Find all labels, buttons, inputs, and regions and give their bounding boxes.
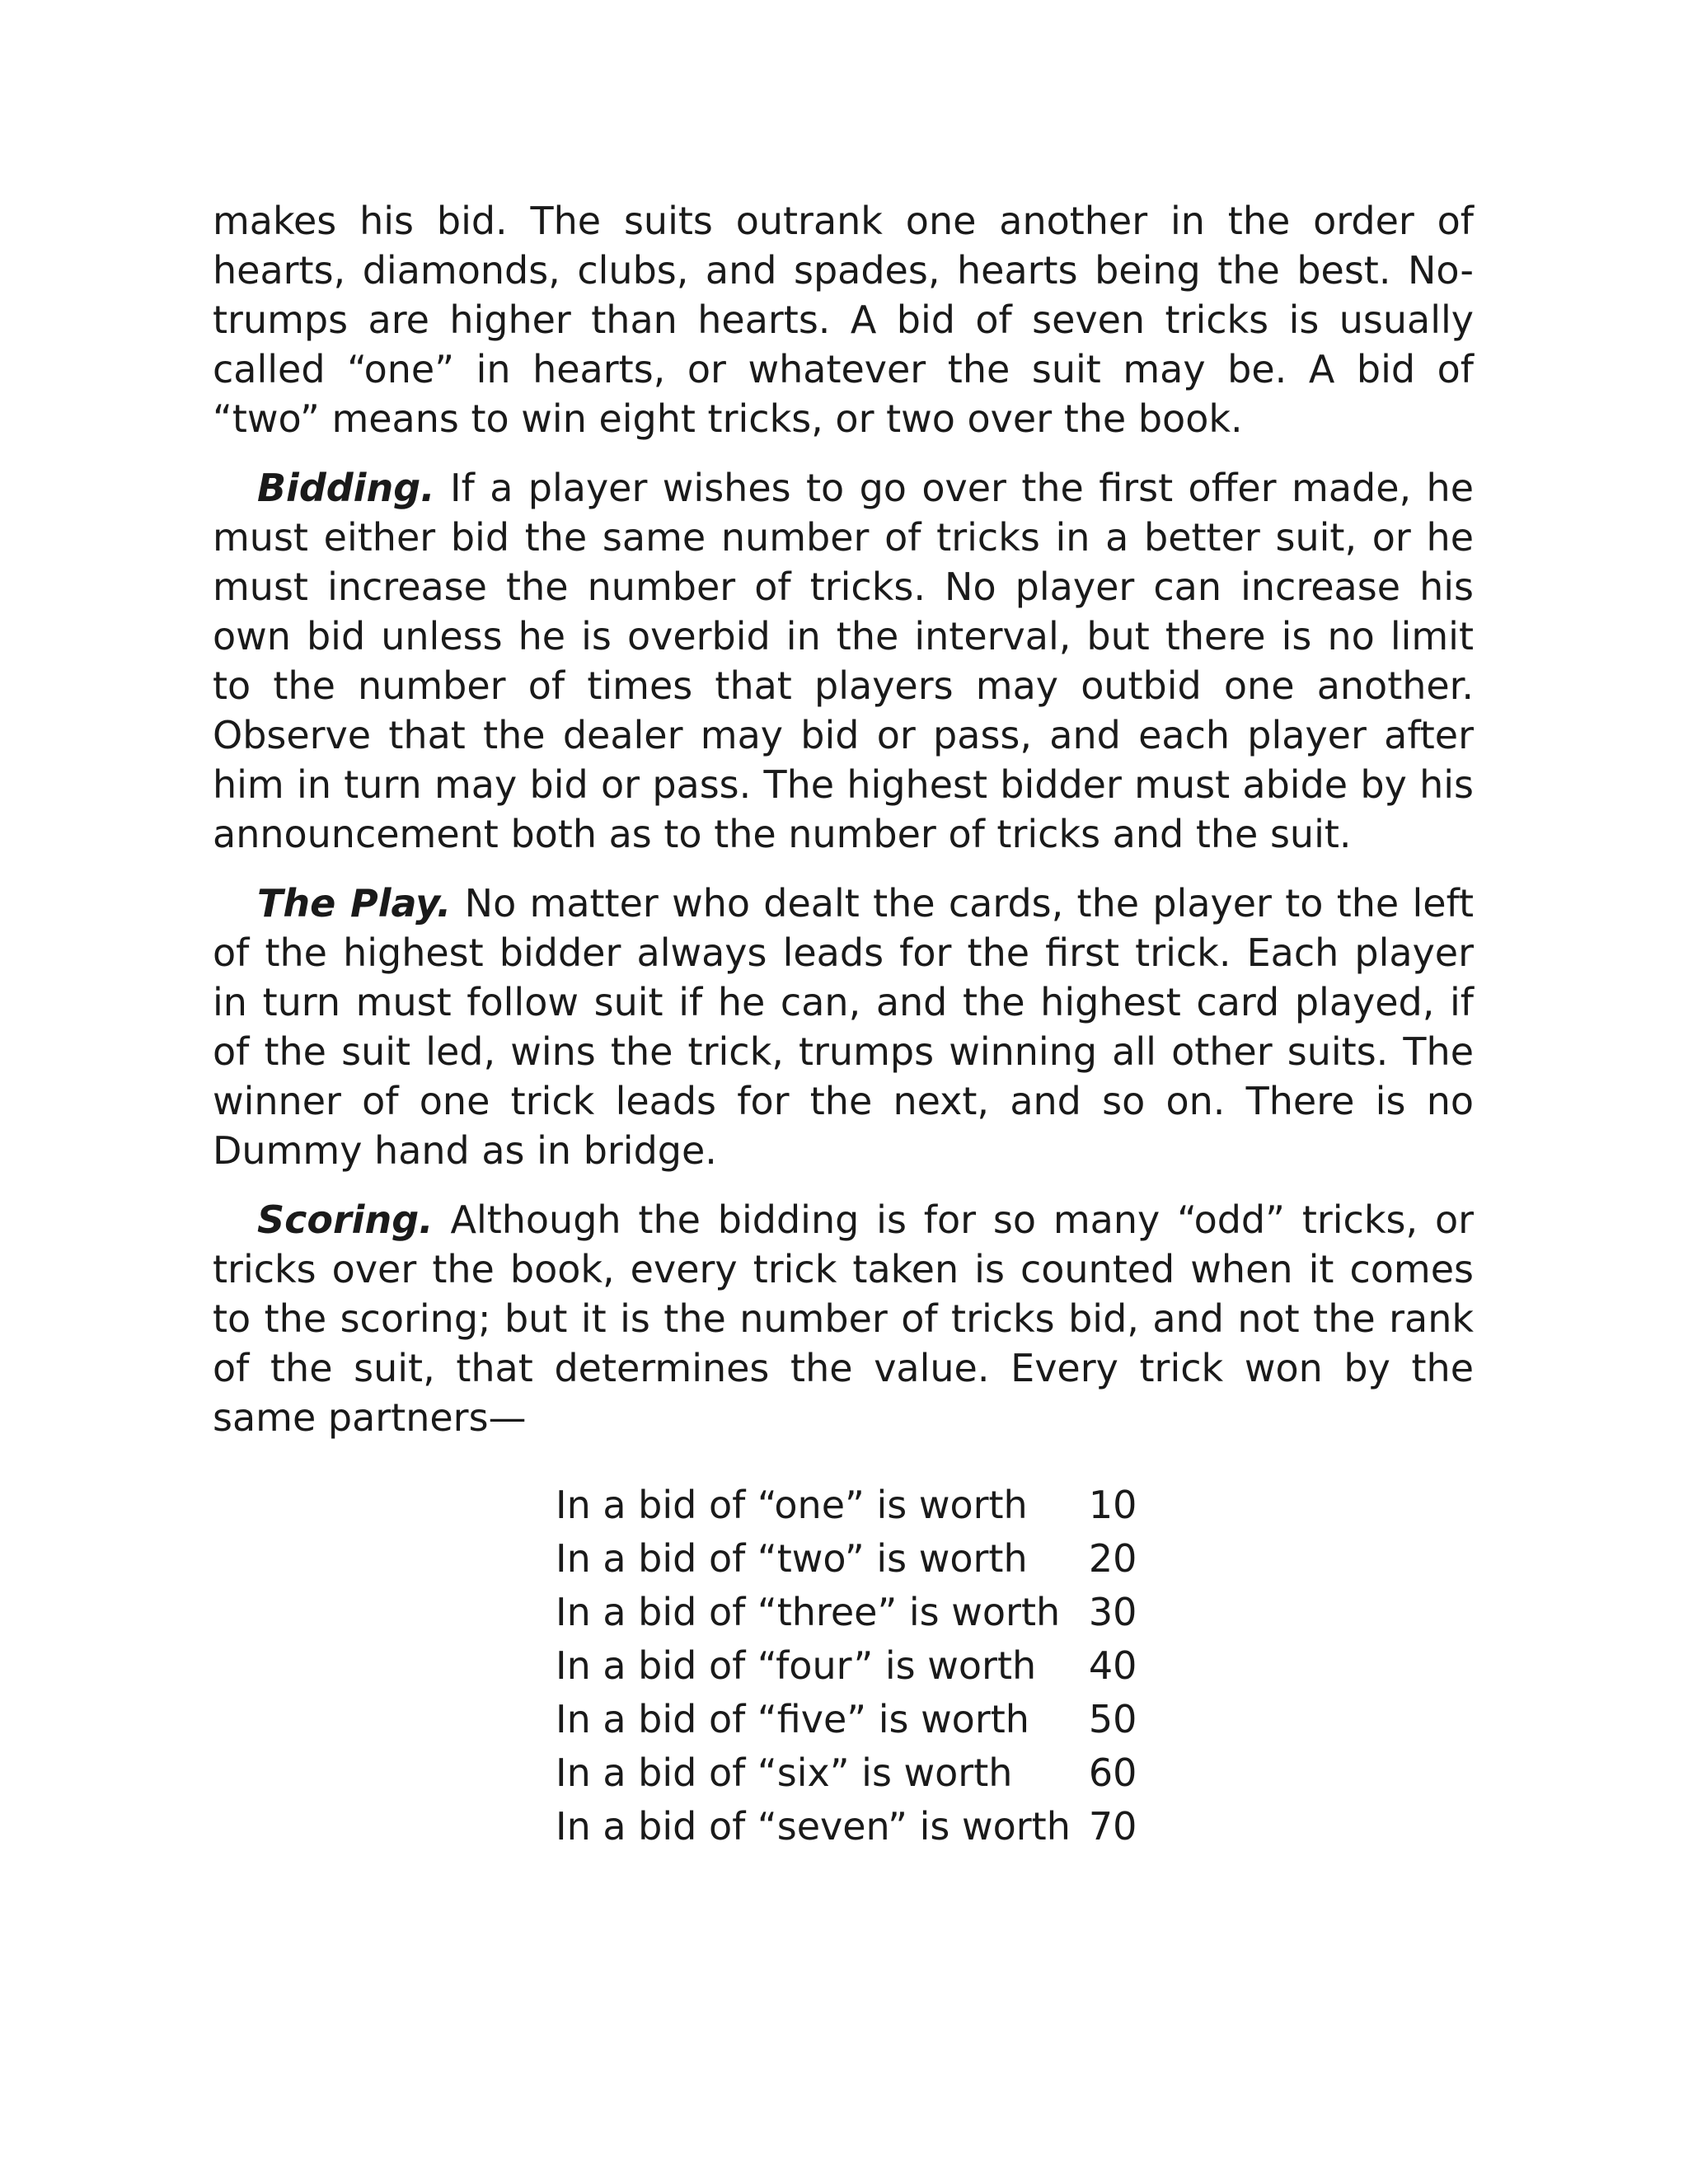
scoring-text: Although the bidding is for so many “odd” tricks, or tricks over the book, every trick taken is counted when it comes to the scoring; but it is the number of tricks bid, and not the rank of the suit, that determines the value. Every trick won by the same partners—: [213, 1197, 1474, 1440]
score-row: [556, 1800, 1137, 1854]
play-text: No matter who dealt the cards, the player to the left of the highest bidder always leads for the first trick. Each player in turn must follow suit if he can, and the highest card played, if of the suit led, wins the trick, trumps winning all other suits. The winner of one trick leads for the next, and so on. There is no Dummy hand as in bridge.: [213, 881, 1474, 1173]
score-phrase: In a bid of “one” is worth: [556, 1483, 1028, 1527]
intro-paragraph: makes his bid. The suits outrank one another in the order of hearts, diamonds, clubs, and spades, hearts being the best. No-trumps are higher than hearts. A bid of seven tricks is usually called “one” in hearts, or whatever the suit may be. A bid of “two” means to win eight tricks, or two over the book.: [213, 199, 1474, 441]
score-table: [556, 1479, 1137, 1854]
bidding-paragraph: [213, 463, 1474, 859]
score-phrase: In a bid of “two” is worth: [556, 1536, 1028, 1581]
bidding-heading: Bidding.: [257, 466, 435, 510]
score-row: [556, 1639, 1137, 1693]
score-value: 20: [1088, 1536, 1137, 1581]
scoring-paragraph: [213, 1195, 1474, 1442]
score-phrase: In a bid of “four” is worth: [556, 1643, 1037, 1688]
score-row: [556, 1532, 1137, 1586]
bidding-text: If a player wishes to go over the first offer made, he must either bid the same number of tricks in a better suit, or he must increase the number of tricks. No player can increase his own bid unless he is overbid in the interval, but there is no limit to the number of times that players may outbid one another. Observe that the dealer may bid or pass, and each player after him in turn may bid or pass. The highest bidder must abide by his announcement both as to the number of tricks and the suit.: [213, 466, 1474, 856]
score-row: [556, 1693, 1137, 1746]
score-phrase: In a bid of “five” is worth: [556, 1697, 1029, 1741]
score-phrase: In a bid of “three” is worth: [556, 1590, 1061, 1634]
score-phrase: In a bid of “seven” is worth: [556, 1804, 1071, 1849]
play-paragraph: [213, 879, 1474, 1175]
score-row: [556, 1746, 1137, 1800]
page-body: [213, 196, 1474, 1462]
score-row: [556, 1479, 1137, 1532]
score-value: 10: [1088, 1483, 1137, 1527]
score-value: 60: [1088, 1750, 1137, 1795]
score-value: 30: [1088, 1590, 1137, 1634]
score-value: 70: [1088, 1804, 1137, 1849]
score-row: [556, 1586, 1137, 1639]
play-heading: The Play.: [257, 881, 452, 926]
score-value: 50: [1088, 1697, 1137, 1741]
score-value: 40: [1088, 1643, 1137, 1688]
score-phrase: In a bid of “six” is worth: [556, 1750, 1013, 1795]
scoring-heading: Scoring.: [257, 1197, 434, 1242]
